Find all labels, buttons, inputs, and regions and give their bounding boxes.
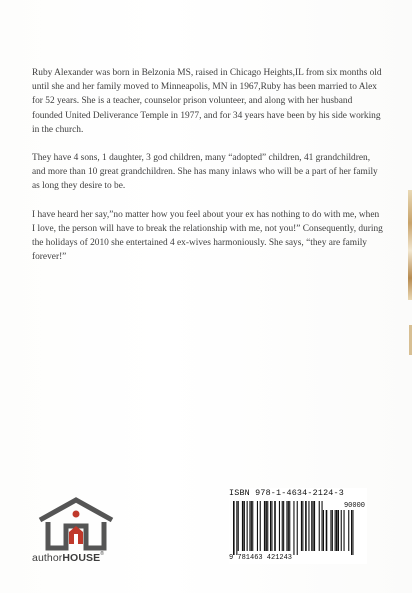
barcode-bar [283, 501, 284, 551]
isbn-barcode [229, 488, 367, 564]
barcode-bar [319, 501, 320, 551]
barcode-bar [305, 501, 307, 551]
ean-digits: 9 781463 421243 [229, 554, 293, 562]
barcode-bar [286, 501, 287, 551]
barcode-bar [270, 501, 271, 551]
author-bio [32, 66, 384, 278]
barcode-bar [251, 501, 252, 551]
registered-mark: ® [100, 551, 105, 557]
barcode-bar [247, 501, 248, 551]
bio-paragraph-3: I have heard her say,”no matter how you feel about your ex has nothing to do with me, when I love, the person will have to break the relationship with me, not you!” Consequently, during the holidays of 2010 she entertained 4 ex-wives harmoniously. She says, “they are family forever!” [32, 209, 383, 263]
barcode-bar [282, 501, 283, 551]
barcode-bar [330, 510, 331, 551]
page-edge-strip [408, 190, 412, 300]
barcode-bar [252, 501, 253, 551]
barcode-bar [313, 501, 314, 551]
barcode-bar [322, 501, 323, 551]
barcode-bar [336, 510, 338, 551]
barcode-bars [229, 499, 367, 555]
barcode-bar [249, 501, 250, 551]
barcode-bar [338, 510, 339, 551]
barcode-bar [301, 501, 302, 551]
barcode-bar [274, 501, 276, 551]
barcode-bar [326, 510, 328, 551]
barcode-bar [314, 501, 315, 551]
barcode-bar [335, 510, 336, 551]
publisher-wordmark [32, 551, 104, 564]
publisher-name-light: author [32, 552, 63, 564]
barcode-bar [323, 510, 324, 551]
barcode-bar [351, 510, 352, 555]
barcode-bar [267, 501, 268, 551]
price-code: 90000 [343, 502, 365, 510]
barcode-bar [242, 501, 243, 551]
barcode-bar [266, 501, 267, 551]
house-logo-icon [36, 496, 116, 556]
barcode-bar [238, 501, 239, 551]
barcode-bar [279, 501, 280, 551]
barcode-bar [302, 501, 303, 551]
barcode-bar [341, 510, 342, 551]
barcode-bar [236, 501, 237, 555]
isbn-label: ISBN 978-1-4634-2124-3 [229, 488, 344, 498]
barcode-bar [233, 501, 235, 555]
barcode-bar [352, 510, 353, 555]
barcode-bar [257, 501, 258, 551]
barcode-bar [271, 501, 272, 551]
barcode-bar [348, 510, 349, 551]
barcode-bar [289, 501, 290, 551]
barcode-bar [288, 501, 289, 551]
barcode-bar [260, 501, 261, 551]
barcode-bar [264, 501, 266, 551]
barcode-bar [308, 501, 309, 551]
barcode-bar [297, 501, 298, 555]
publisher-name-bold: HOUSE [62, 552, 101, 564]
bio-paragraph-2: They have 4 sons, 1 daughter, 3 god children, many “adopted” children, 41 grandchildren, and more than 10 great grandchildren. She has many inlaws who will be a part of her family as long they desire to be. [32, 153, 378, 192]
barcode-bar [311, 501, 312, 551]
barcode-bar [344, 510, 345, 551]
bio-paragraph-1: Ruby Alexander was born in Belzonia MS, raised in Chicago Heights,IL from six months old until she and her family moved to Minneapolis, MN in 1967,Ruby has been married to Alex for 52 years. She is a teacher, counselor prison volunteer, and along with her husband founded United Deliverance Temple in 1977, and for 34 years have been by his side working in the church. [32, 68, 382, 135]
barcode-bar [332, 510, 333, 551]
barcode-bar [293, 501, 294, 555]
barcode-bar [243, 501, 245, 551]
